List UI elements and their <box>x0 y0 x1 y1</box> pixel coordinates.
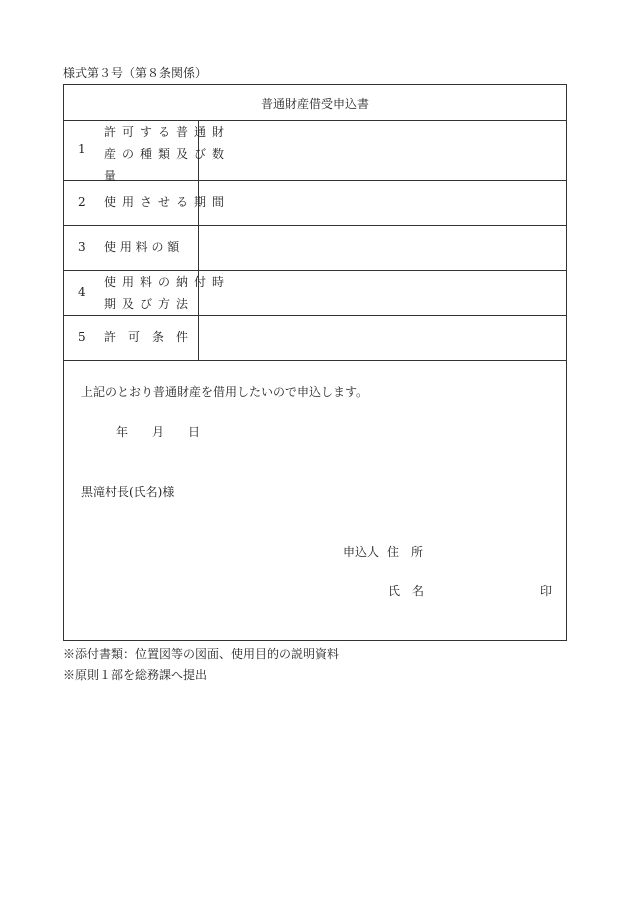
declaration-text: 上記のとおり普通財産を借用したいので申込します。 <box>81 385 369 399</box>
row-label-4: 使用料の納付時 期及び方法 <box>104 275 231 311</box>
application-form-frame <box>63 84 567 641</box>
seal-mark-label: 印 <box>540 584 553 598</box>
applicant-address-label: 住 所 <box>387 545 424 559</box>
row-number-4: 4 <box>78 285 86 299</box>
row-value-3[interactable] <box>199 226 566 269</box>
addressee-text: 黒滝村長(氏名)様 <box>81 485 175 499</box>
applicant-label: 申込人 <box>343 545 380 559</box>
row-label-3: 使 用 料 の 額 <box>104 240 180 254</box>
row-label-1: 許可する普通財 産の種類及び数 量 <box>104 125 231 183</box>
row-value-4[interactable] <box>199 271 566 314</box>
row-divider <box>64 360 566 361</box>
date-day-label: 日 <box>188 425 201 439</box>
form-number-label: 様式第３号（第８条関係） <box>63 66 208 80</box>
applicant-name-label: 氏 名 <box>388 584 425 598</box>
row-value-5[interactable] <box>199 316 566 359</box>
attachment-note: ※添付書類：位置図等の図面、使用目的の説明資料 <box>63 647 340 661</box>
date-month-label: 月 <box>152 425 165 439</box>
submission-note: ※原則１部を総務課へ提出 <box>63 668 208 682</box>
row-label-2: 使用させる期間 <box>104 195 231 209</box>
row-value-1[interactable] <box>199 121 566 179</box>
row-number-1: 1 <box>78 142 86 156</box>
row-label-5: 許 可 条 件 <box>104 330 189 344</box>
row-number-2: 2 <box>78 195 86 209</box>
row-number-5: 5 <box>78 330 86 344</box>
row-number-3: 3 <box>78 240 86 254</box>
document-title: 普通財産借受申込書 <box>260 97 369 111</box>
date-year-label: 年 <box>116 425 129 439</box>
row-value-2[interactable] <box>199 181 566 224</box>
